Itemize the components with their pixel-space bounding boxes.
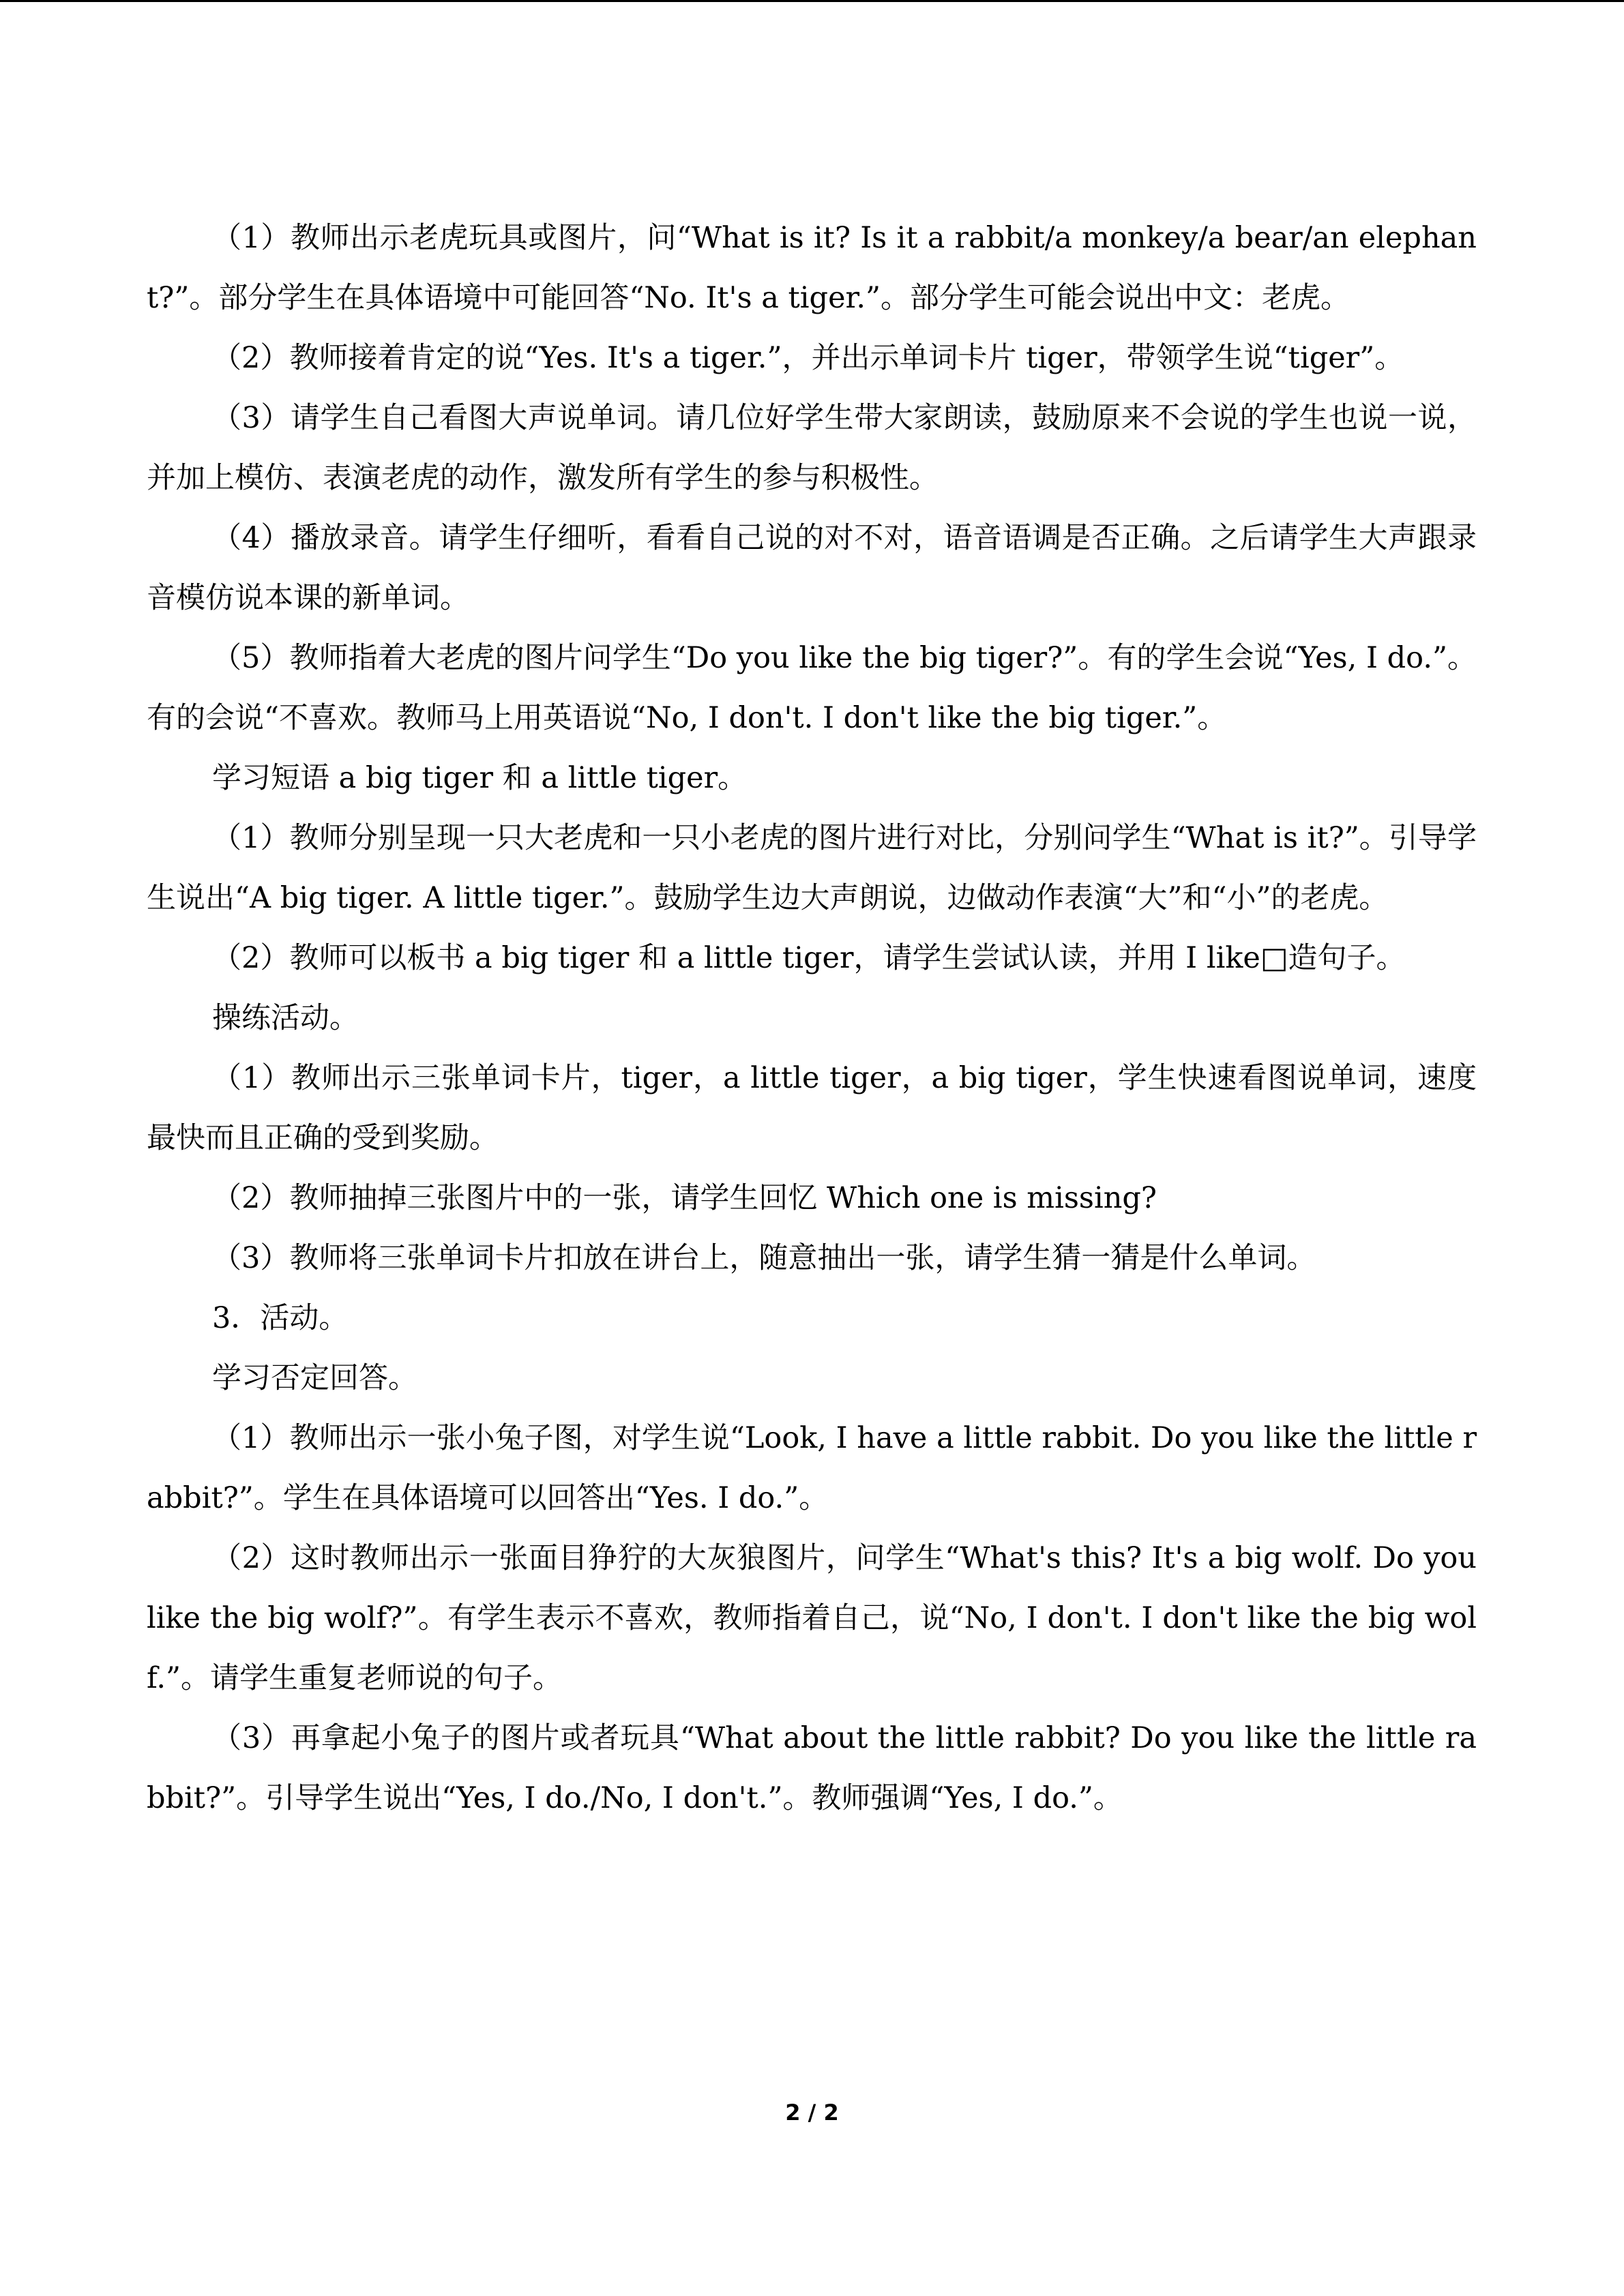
paragraph-little-rabbit: （1）教师出示一张小兔子图，对学生说“Look, I have a little rabbit. Do you like the little rabbit?”。学生在具体语境可以回答出“Yes. I do.”。 (147, 1421, 1477, 1515)
top-border-line (0, 0, 1624, 2)
paragraph-tiger-question: （1）教师出示老虎玩具或图片，问“What is it? Is it a rabbit/a monkey/a bear/an elephant?”。部分学生在具体语境中可能回答“No. It's a tiger.”。部分学生可能会说出中文：老虎。 (147, 221, 1477, 315)
paragraph-missing-card: （2）教师抽掉三张图片中的一张，请学生回忆 Which one is missing? (212, 1181, 1157, 1215)
document-body (147, 208, 1477, 1828)
paragraph-big-wolf: （2）这时教师出示一张面目狰狞的大灰狼图片，问学生“What's this? It's a big wolf. Do you like the big wolf?”。有学生表示不喜欢，教师指着自己，说“No, I don't. I don't like the big wolf.”。请学生重复老师说的句子。 (147, 1541, 1477, 1695)
paragraph-board-writing: （2）教师可以板书 a big tiger 和 a little tiger，请学生尝试认读，并用 I like□造句子。 (212, 941, 1406, 975)
paragraph-compare-tigers: （1）教师分别呈现一只大老虎和一只小老虎的图片进行对比，分别问学生“What is it?”。引导学生说出“A big tiger. A little tiger.”。鼓励学生边大声朗说，边做动作表演“大”和“小”的老虎。 (147, 821, 1477, 915)
section-heading-negative-answer: 学习否定回答。 (212, 1361, 417, 1395)
paragraph-tiger-card: （2）教师接着肯定的说“Yes. It's a tiger.”，并出示单词卡片 tiger，带领学生说“tiger”。 (212, 341, 1404, 375)
paragraph-play-recording: （4）播放录音。请学生仔细听，看看自己说的对不对，语音语调是否正确。之后请学生大声跟录音模仿说本课的新单词。 (147, 521, 1477, 615)
paragraph-guess-card: （3）教师将三张单词卡片扣放在讲台上，随意抽出一张，请学生猜一猜是什么单词。 (212, 1241, 1316, 1275)
page-number: 2 / 2 (785, 2100, 839, 2126)
paragraph-word-cards: （1）教师出示三张单词卡片，tiger，a little tiger，a big tiger，学生快速看图说单词，速度最快而且正确的受到奖励。 (147, 1061, 1477, 1155)
section-heading-activity: 3．活动。 (212, 1301, 349, 1335)
section-heading-practice: 操练活动。 (212, 1001, 359, 1035)
paragraph-read-aloud: （3）请学生自己看图大声说单词。请几位好学生带大家朗读，鼓励原来不会说的学生也说一说，并加上模仿、表演老虎的动作，激发所有学生的参与积极性。 (147, 401, 1477, 495)
paragraph-rabbit-again: （3）再拿起小兔子的图片或者玩具“What about the little rabbit? Do you like the little rabbit?”。引导学生说出“Yes, I do./No, I don't.”。教师强调“Yes, I do.”。 (147, 1721, 1477, 1815)
section-heading-phrases: 学习短语 a big tiger 和 a little tiger。 (212, 761, 748, 795)
paragraph-big-tiger-question: （5）教师指着大老虎的图片问学生“Do you like the big tiger?”。有的学生会说“Yes, I do.”。有的会说“不喜欢。教师马上用英语说“No, I don't. I don't like the big tiger.”。 (147, 641, 1477, 735)
